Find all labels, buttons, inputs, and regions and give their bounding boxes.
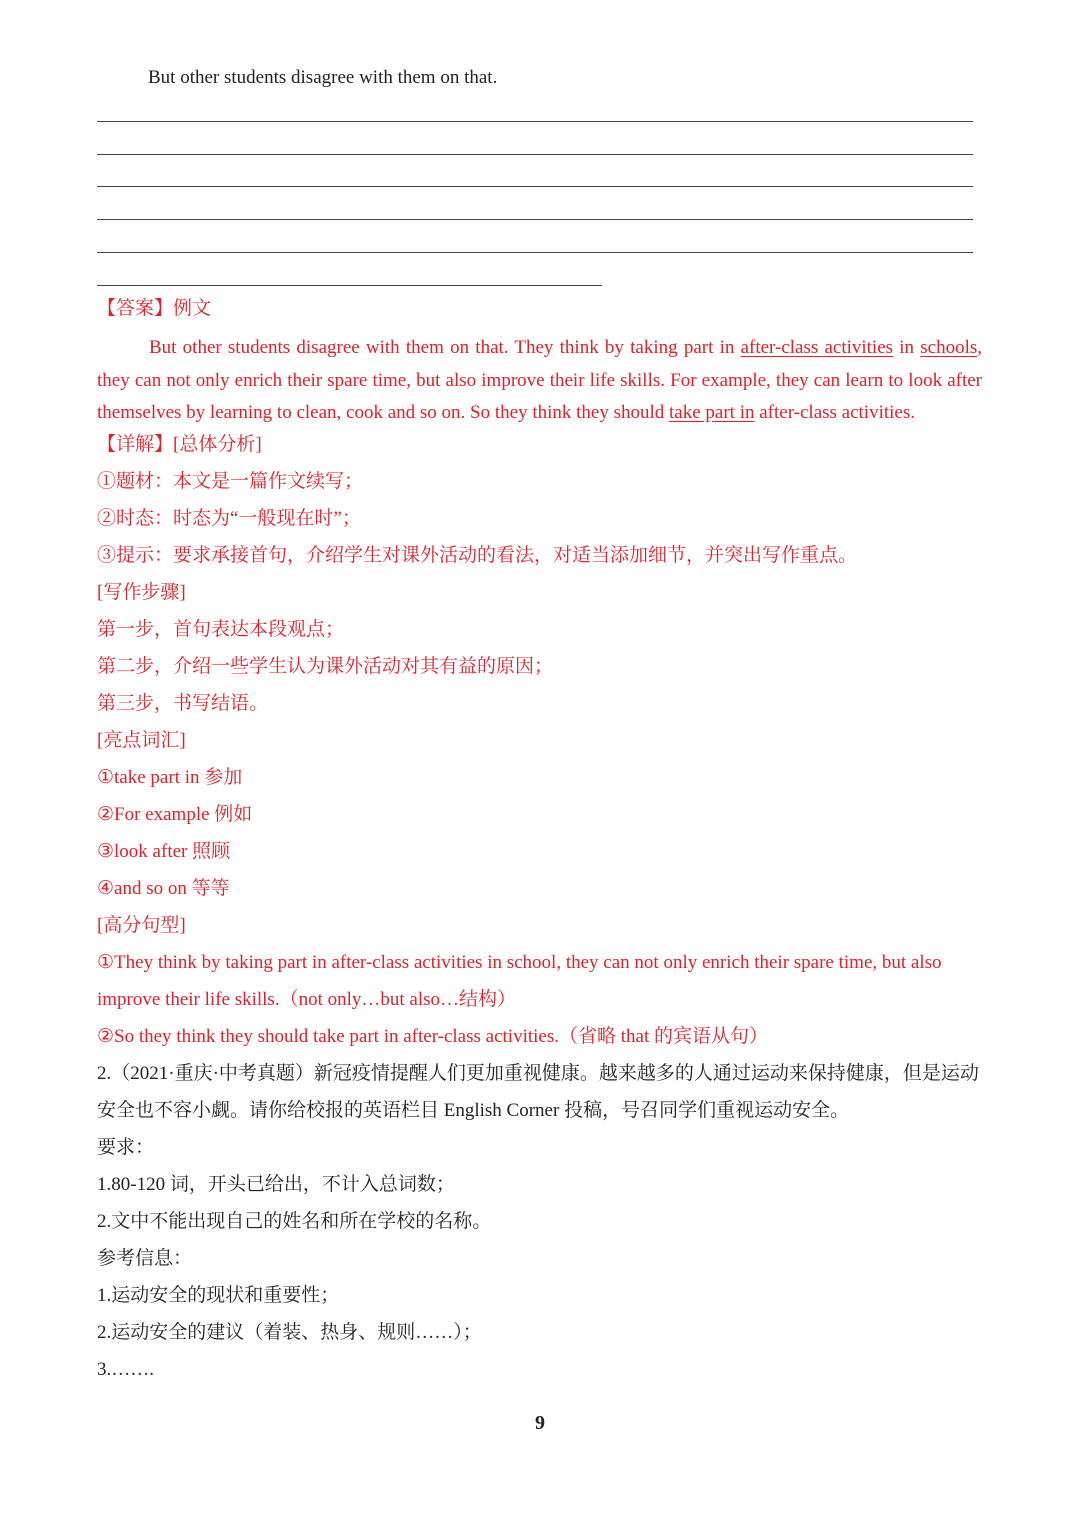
sentence-item: ①They think by taking part in after-class activities in school, they can not only enrich their spare time, but also [97, 952, 942, 973]
vocab-item: ③look after 照顾 [97, 841, 231, 862]
step-item: 第三步，书写结语。 [97, 693, 269, 714]
reference-item: 1.运动安全的现状和重要性； [97, 1285, 340, 1306]
writing-line-6 [97, 285, 602, 286]
writing-line-3 [97, 186, 973, 187]
step-item: 第一步，首句表达本段观点； [97, 619, 345, 640]
vocab-item: ②For example 例如 [97, 804, 253, 825]
overview-item: ②时态：时态为“一般现在时”； [97, 508, 361, 529]
sentences-heading: [高分句型] [97, 915, 186, 936]
requirements-heading: 要求： [97, 1137, 155, 1158]
essay-text: But other students disagree with them on that. They think by taking part in [149, 337, 741, 358]
essay-text: in [893, 337, 921, 358]
writing-line-1 [97, 121, 973, 122]
sentence-item: ②So they think they should take part in after-class activities.（省略 that 的宾语从句） [97, 1026, 768, 1047]
vocab-item: ④and so on 等等 [97, 878, 230, 899]
writing-line-5 [97, 252, 973, 253]
step-item: 第二步，介绍一些学生认为课外活动对其有益的原因； [97, 656, 554, 677]
essay-underlined: after-class activities [740, 337, 894, 358]
requirement-item: 1.80-120 词，开头已给出，不计入总词数； [97, 1174, 455, 1195]
reference-item: 2.运动安全的建议（着装、热身、规则……）； [97, 1322, 482, 1343]
requirement-item: 2.文中不能出现自己的姓名和所在学校的名称。 [97, 1211, 492, 1232]
essay-underlined: schools [920, 337, 978, 358]
steps-heading: [写作步骤] [97, 582, 186, 603]
essay-text: after-class activities. [754, 402, 916, 423]
page-number: 9 [535, 1412, 545, 1434]
sentence-item-continued: improve their life skills.（not only…but also…结构） [97, 989, 517, 1010]
writing-line-2 [97, 154, 973, 155]
writing-line-4 [97, 219, 973, 220]
model-essay [97, 332, 982, 430]
intro-sentence: But other students disagree with them on that. [148, 67, 498, 88]
question-2-line: 安全也不容小觑。请你给校报的英语栏目 English Corner 投稿，号召同学们重视运动安全。 [97, 1100, 850, 1121]
overview-item: ③提示：要求承接首句，介绍学生对课外活动的看法，对适当添加细节，并突出写作重点。 [97, 545, 858, 566]
reference-heading: 参考信息： [97, 1248, 193, 1269]
answer-heading: 【答案】例文 [97, 298, 212, 319]
overview-item: ①题材：本文是一篇作文续写； [97, 471, 364, 492]
essay-text: , they can not only enrich their spare time, but also improve their life skills. For example, they can learn to look after themselves by learning to clean, cook and so on. So they think they should [97, 337, 982, 423]
question-2-line: 2.（2021·重庆·中考真题）新冠疫情提醒人们更加重视健康。越来越多的人通过运动来保持健康，但是运动 [97, 1063, 979, 1084]
vocab-item: ①take part in 参加 [97, 767, 243, 788]
analysis-heading: 【详解】[总体分析] [97, 434, 262, 455]
vocab-heading: [亮点词汇] [97, 730, 186, 751]
essay-underlined: take part in [669, 402, 755, 423]
reference-item: 3.……. [97, 1359, 154, 1380]
